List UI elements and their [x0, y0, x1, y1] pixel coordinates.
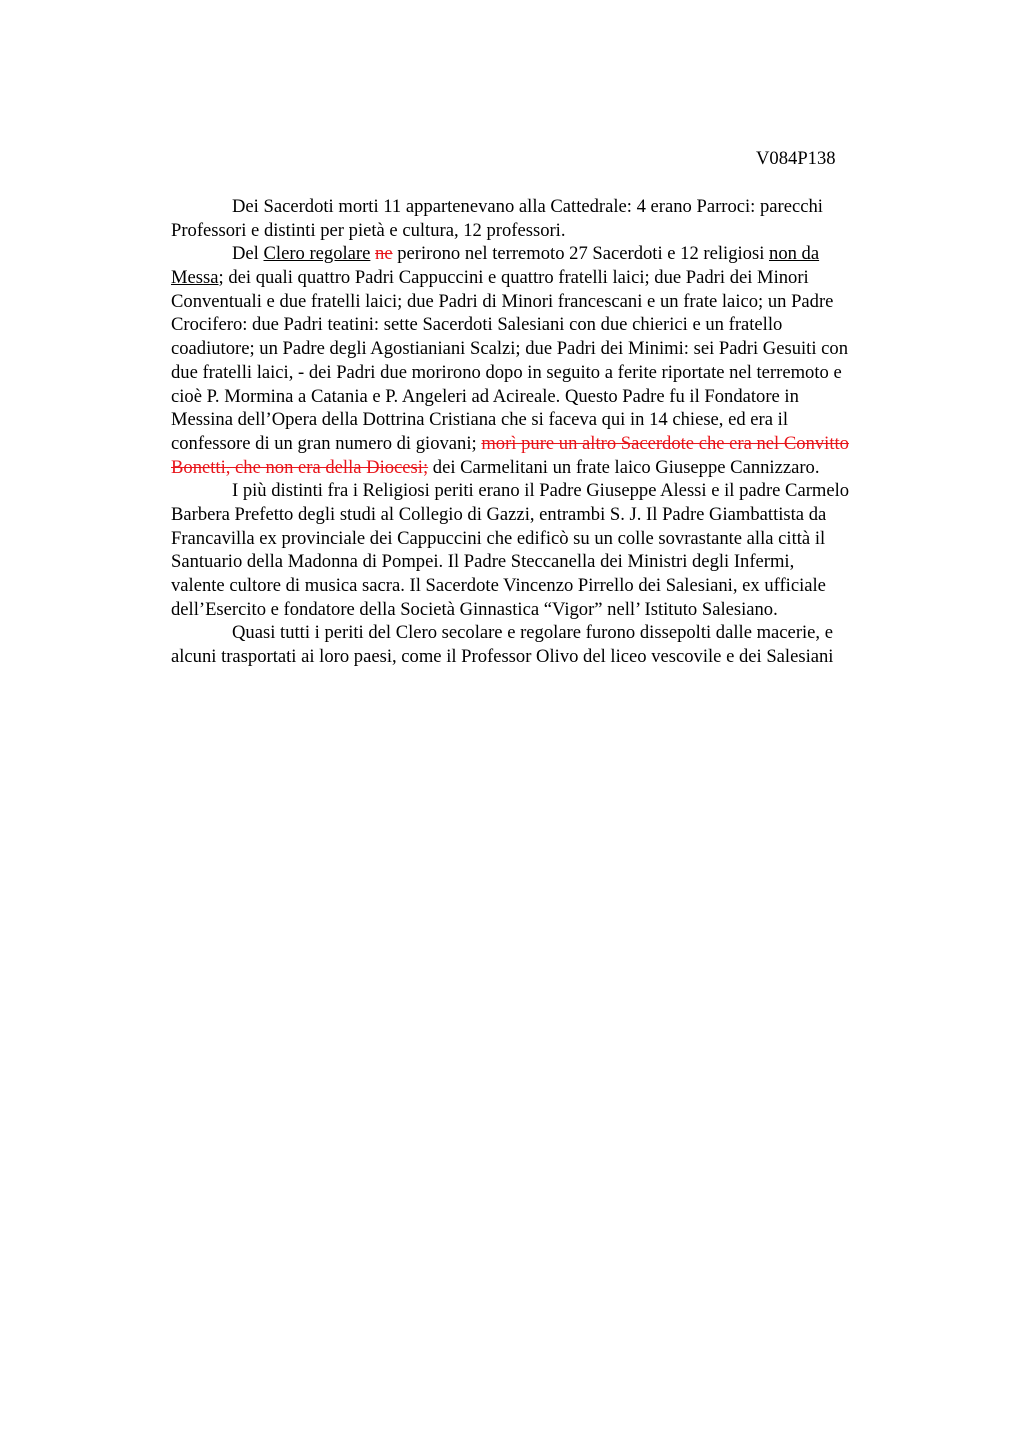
text-run: alcuni trasportati ai loro paesi, come il Professor Olivo del liceo vescovile e dei Salesiani [171, 646, 834, 668]
text-line [171, 337, 931, 361]
text-line [171, 432, 931, 456]
text-run: perirono nel terremoto 27 Sacerdoti e 12 religiosi [392, 243, 770, 265]
text-line [171, 503, 931, 527]
text-run: Santuario della Madonna di Pompei. Il Padre Steccanella dei Ministri degli Infermi, [171, 551, 795, 573]
text-run: Messina dell’Opera della Dottrina Cristiana che si faceva qui in 14 chiese, ed era il [171, 409, 788, 431]
text-run: dell’Esercito e fondatore della Società Ginnastica “Vigor” nell’ Istituto Salesiano. [171, 598, 778, 620]
deleted-text: Bonetti, che non era della Diocesi; [171, 456, 429, 478]
underlined-text: Messa [171, 267, 219, 289]
text-line [171, 408, 931, 432]
deleted-text: morì pure un altro Sacerdote che era nel Convitto [481, 432, 849, 454]
text-line [171, 645, 931, 669]
text-run: Dei Sacerdoti morti 11 appartenevano alla Cattedrale: 4 erano Parroci: parecchi [232, 196, 823, 217]
text-line [171, 242, 931, 266]
text-run: dei Carmelitani un frate laico Giuseppe Cannizzaro. [428, 456, 820, 478]
text-run: valente cultore di musica sacra. Il Sacerdote Vincenzo Pirrello dei Salesiani, ex ufficiale [171, 575, 826, 596]
text-line [171, 385, 931, 409]
text-run: due fratelli laici, - dei Padri due morirono dopo in seguito a ferite riportate nel terremoto e [171, 361, 842, 383]
underlined-text: non da [769, 243, 820, 265]
underlined-text: Clero regolare [263, 243, 371, 265]
text-line [171, 361, 931, 385]
text-run: Crocifero: due Padri teatini: sette Sacerdoti Salesiani con due chierici e un fratello [171, 314, 783, 336]
text-run: Conventuali e due fratelli laici; due Padri di Minori francescani e un frate laico; un Padre [171, 290, 834, 312]
text-line [171, 621, 931, 645]
deleted-text: ne [375, 243, 393, 265]
text-run: coadiutore; un Padre degli Agostianiani Scalzi; due Padri dei Minimi: sei Padri Gesuiti con [171, 338, 848, 360]
text-line [171, 550, 931, 574]
text-line [171, 456, 931, 480]
text-line [171, 313, 931, 337]
text-run: Professori e distinti per pietà e cultura, 12 professori. [171, 219, 566, 241]
text-line [171, 195, 931, 219]
text-run: Del [232, 243, 264, 265]
text-run: I più distinti fra i Religiosi periti erano il Padre Giuseppe Alessi e il padre Carmelo [232, 480, 850, 502]
text-line [171, 219, 931, 243]
text-run: ; dei quali quattro Padri Cappuccini e quattro fratelli laici; due Padri dei Minori [218, 267, 809, 289]
text-run: Barbera Prefetto degli studi al Collegio di Gazzi, entrambi S. J. Il Padre Giambattista da [171, 503, 827, 525]
text-line [171, 598, 931, 622]
document-body [171, 195, 931, 669]
text-line [171, 479, 931, 503]
text-run: confessore di un gran numero di giovani; [171, 432, 482, 454]
text-run: Quasi tutti i periti del Clero secolare e regolare furono dissepolti dalle macerie, e [232, 622, 833, 644]
text-run: Francavilla ex provinciale dei Cappuccini che edificò su un colle sovrastante alla città il [171, 527, 826, 549]
text-line [171, 266, 931, 290]
text-line [171, 290, 931, 314]
text-run: cioè P. Mormina a Catania e P. Angeleri ad Acireale. Questo Padre fu il Fondatore in [171, 385, 799, 407]
text-line [171, 527, 931, 551]
text-line [171, 574, 931, 598]
page-identifier: V084P138 [756, 148, 836, 169]
